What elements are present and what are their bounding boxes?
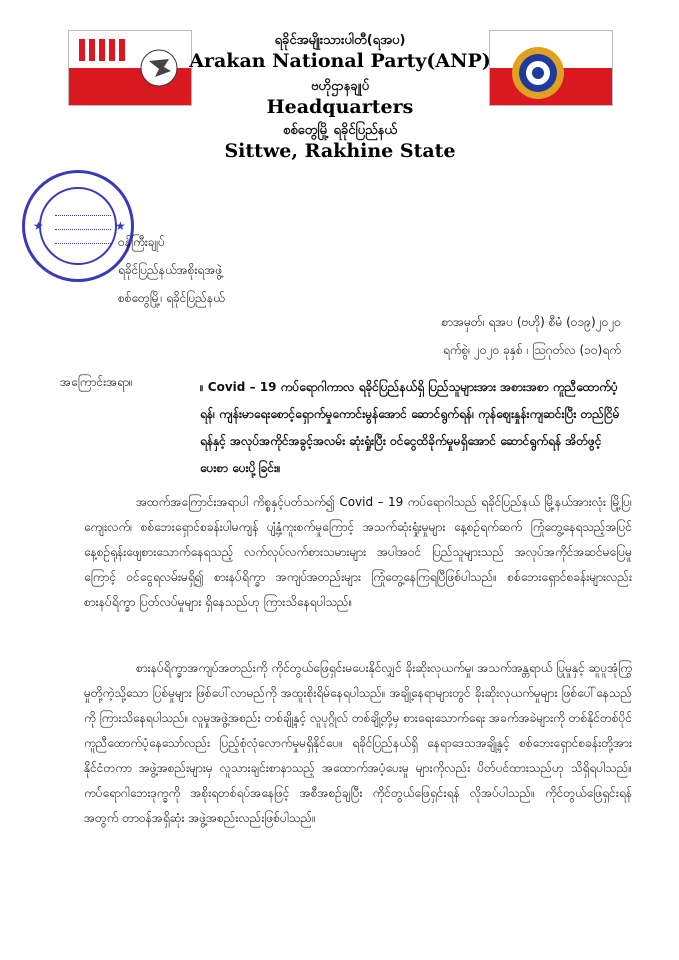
addressee-title: ဝန်ကြီးချုပ် — [118, 235, 165, 249]
party-name-english: Arakan National Party(ANP) — [189, 50, 491, 72]
addressee-office: ရခိုင်ပြည်နယ်အစိုးရအဖွဲ့ — [118, 263, 223, 277]
subject-label: အကြောင်းအရာ။ — [60, 375, 133, 389]
city-myanmar: စစ်တွေမြို့ ရခိုင်ပြည်နယ် — [283, 123, 397, 138]
addressee-location: စစ်တွေမြို့၊ ရခိုင်ပြည်နယ် — [118, 291, 225, 305]
headquarters-english: Headquarters — [266, 96, 414, 118]
headquarters-myanmar: ဗဟိုဌာနချုပ် — [310, 79, 370, 94]
party-name-myanmar: ရခိုင်အမျိုးသားပါတီ(ရအပ) — [274, 33, 406, 48]
official-seal-stamp: ★ ★ — [22, 170, 134, 282]
subject-text: ။ Covid – 19 ကပ်ရောဂါကာလ ရခိုင်ပြည်နယ်ရှိ ပြည်သူများအား အစားအစာ ကူညီထောက်ပံ့ရန်၊ ကျန်းမာရေးစောင့်ရှောက်မှုကောင်းမွန်အောင် ဆောင်ရွက်ရန်၊ ကုန်ဈေးနှုန်းကျဆင်းပြီး တည်ငြိမ်ရန်နှင့် အလုပ်အကိုင်အခွင့်အလမ်း ဆုံးရှုံးပြီး ဝင်ငွေထိခိုက်မှုမရှိအောင် ဆောင်ရွက်ရန် အိတ်ဖွင့်ပေးစာ ပေးပို့ခြင်း။ — [200, 380, 620, 475]
letter-date: ရက်စွဲ၊ ၂၀၂၀ ခုနှစ် ၊ ဩဂုတ်လ (၁၀)ရက် — [442, 343, 621, 357]
body-paragraph-1: အထက်အကြောင်းအရာပါ ကိစ္စနှင့်ပတ်သက်၍ Covid – 19 ကပ်ရောဂါသည် ရခိုင်ပြည်နယ် မြို့နယ်အားလုံး မြို့ပြ၊ ကျေးလက်၊ စစ်ဘေးရှောင်စခန်းပါမကျန် ပျံ့နှံ့ကူးစက်မှုကြောင့် အသက်ဆုံးရှုံးမှုများ နေ့စဉ်ရက်ဆက် ကြုံတွေ့နေရသည့်အပြင် နေ့စဉ်ရုန်းဖျေစားသောက်နေရသည့် လက်လုပ်လက်စားသမားများ အပါအဝင် ပြည်သူများသည် အလုပ်အကိုင်အဆင်မပြေမှုကြောင့် ဝင်ငွေရလမ်းမရှိ၍ စားနပ်ရိက္ခာ အကျပ်အတည်းများ ကြုံတွေ့နေကြရပြီဖြစ်ပါသည်။ စစ်ဘေးရှောင်စခန်းများလည်း စားနပ်ရိက္ခာ ပြတ်လပ်မှုများ ရှိနေသည်ဟု ကြားသိနေရပါသည်။ — [84, 495, 632, 609]
reference-number: စာအမှတ်၊ ရအပ (ဗဟို) စီမံ (၀၁၉)၂၀၂၀ — [441, 315, 621, 329]
city-english: Sittwe, Rakhine State — [224, 140, 456, 162]
body-paragraph-2: စားနပ်ရိက္ခာအကျပ်အတည်းကို ကိုင်တွယ်ဖြေရှင်းမပေးနိုင်လျှင် ခိုးဆိုးလုယက်မှု၊ အသက်အန္တရာယ် ပြုမှုနှင့် ဆူပူအုံကြွမှုတို့ကဲ့သို့သော ပြစ်မှုများ ဖြစ်ပေါ်လာမည်ကို အထူးစိုးရိမ်နေရပါသည်။ အချို့နေရာများတွင် ခိုးဆိုးလုယက်မှုများ ဖြစ်ပေါ်နေသည်ကို ကြားသိနေရပါသည်။ လူမှုအဖွဲ့အစည်း တစ်ချို့နှင့် လူပုဂ္ဂိုလ် တစ်ချို့တို့မှ စားရေးသောက်ရေး အခက်အခဲများကို တစ်နိုင်တစ်ပိုင် ကူညီထောက်ပံ့နေသော်လည်း ပြည့်စုံလုံလောက်မှုမရှိနိုင်ပေ။ ရခိုင်ပြည်နယ်ရှိ နေရာဒေသအချို့နှင့် စစ်ဘေးရှောင်စခန်းတို့အား နိုင်ငံတကာ အဖွဲ့အစည်းများမှ လူသားချင်းစာနာသည့် အထောက်အပံ့ပေးမှု များကိုလည်း ပိတ်ပင်ထားသည်ဟု သိရှိရပါသည်။ ကပ်ရောဂါဘေးဒုက္ခကို အစိုးရတစ်ရပ်အနေဖြင့် အစီအစဉ်ချပြီး ကိုင်တွယ်ဖြေရှင်းရန် လိုအပ်ပါသည်။ ကိုင်တွယ်ဖြေရှင်းရန်အတွက် တာဝန်အရှိဆုံး အဖွဲ့အစည်းလည်းဖြစ်ပါသည်။ — [84, 661, 632, 825]
